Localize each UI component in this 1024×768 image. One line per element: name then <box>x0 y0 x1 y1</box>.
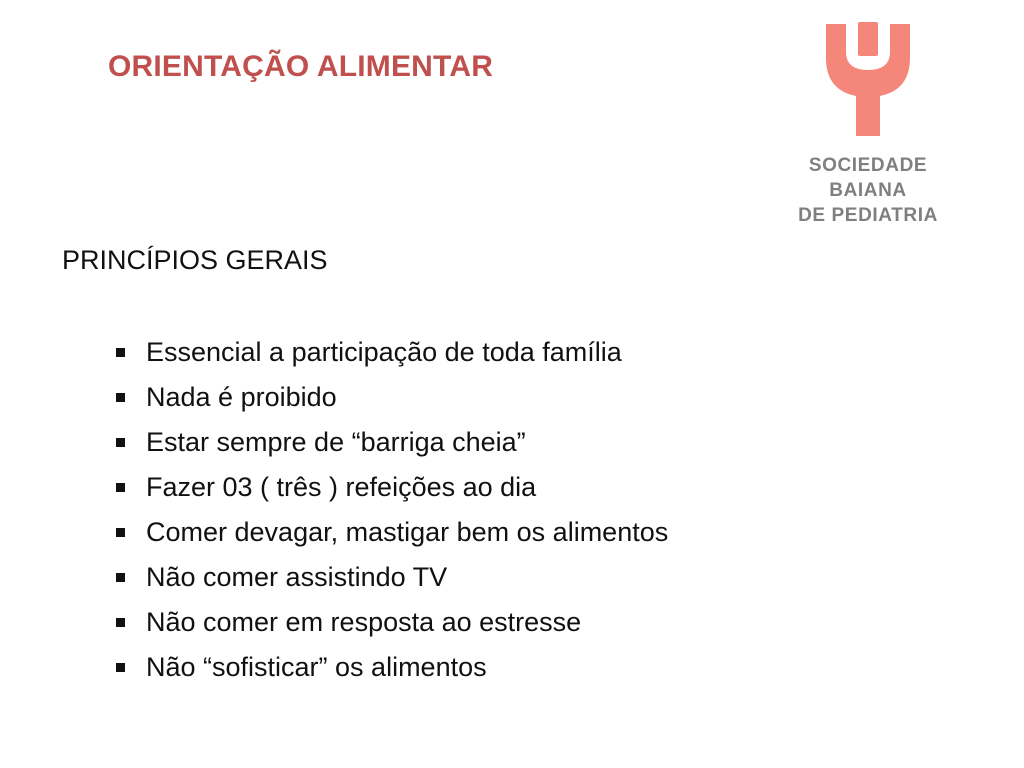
square-bullet-icon <box>116 618 125 627</box>
slide-title: ORIENTAÇÃO ALIMENTAR <box>108 50 494 83</box>
list-item <box>113 465 668 510</box>
list-item <box>113 645 668 690</box>
list-item <box>113 375 668 420</box>
logo-line-1: SOCIEDADE <box>808 155 928 176</box>
list-item <box>113 330 668 375</box>
list-item <box>113 510 668 555</box>
list-item-text: Não comer assistindo TV <box>146 562 448 592</box>
logo-text <box>788 153 948 228</box>
list-item-text: Não “sofisticar” os alimentos <box>146 652 487 682</box>
square-bullet-icon <box>116 573 125 582</box>
section-subtitle: PRINCÍPIOS GERAIS <box>62 245 328 275</box>
bullet-list <box>113 330 668 690</box>
square-bullet-icon <box>116 348 125 357</box>
logo-line-2: BAIANA <box>829 180 907 201</box>
list-item-text: Nada é proibido <box>146 382 337 412</box>
square-bullet-icon <box>116 483 125 492</box>
square-bullet-icon <box>116 393 125 402</box>
pediatric-cross-logo-icon <box>824 18 912 138</box>
list-item-text: Comer devagar, mastigar bem os alimentos <box>146 517 669 547</box>
list-item-text: Fazer 03 ( três ) refeições ao dia <box>146 472 537 502</box>
list-item <box>113 555 668 600</box>
list-item-text: Não comer em resposta ao estresse <box>146 607 582 637</box>
square-bullet-icon <box>116 663 125 672</box>
square-bullet-icon <box>116 438 125 447</box>
list-item <box>113 600 668 645</box>
square-bullet-icon <box>116 528 125 537</box>
logo-line-3: DE PEDIATRIA <box>798 205 938 226</box>
list-item <box>113 420 668 465</box>
list-item-text: Essencial a participação de toda família <box>146 337 622 367</box>
society-logo <box>788 18 948 233</box>
list-item-text: Estar sempre de “barriga cheia” <box>146 427 526 457</box>
